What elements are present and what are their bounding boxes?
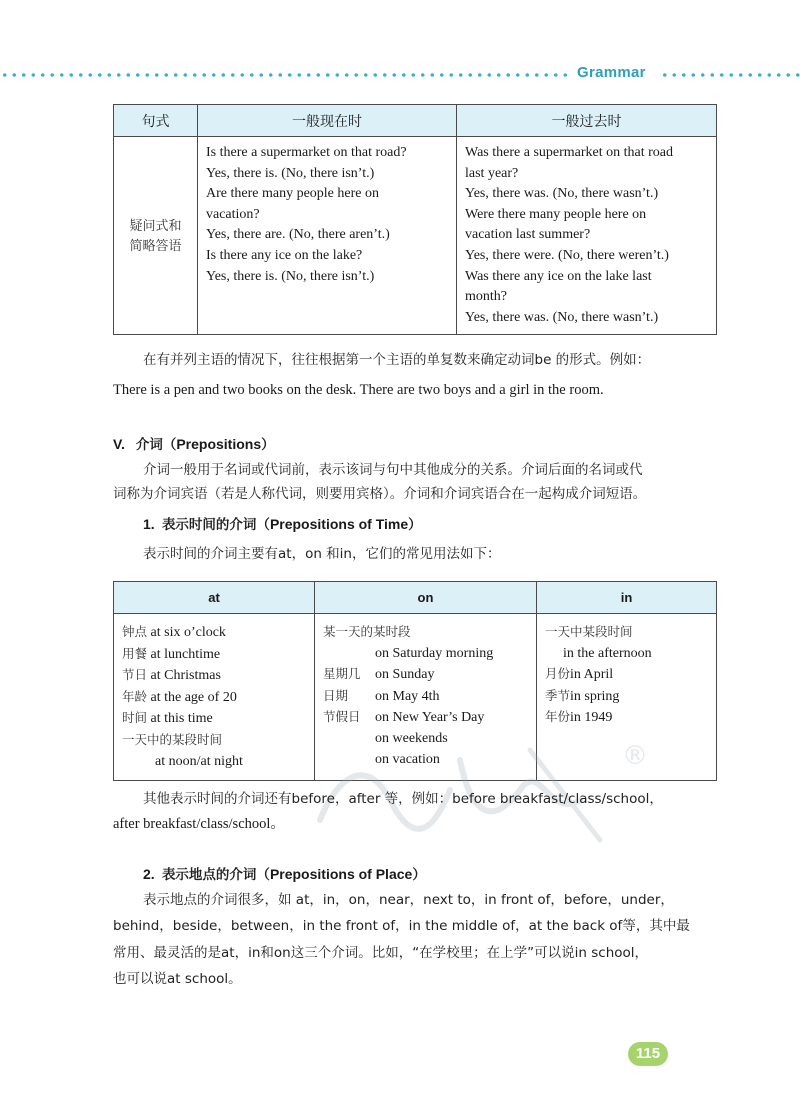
- list-item: 节日 at Christmas: [122, 667, 221, 684]
- sentence: Were there many people here on: [465, 206, 647, 222]
- place-prepositions-text: 表示地点的介词很多，如 at，in，on，near，next to，in front of，before，under，: [143, 892, 674, 908]
- list-item: on vacation: [375, 751, 440, 767]
- other-time-prepositions: 其他表示时间的介词还有before，after 等，例如：before breakfast/class/school，: [143, 791, 663, 807]
- sentence: Yes, there is. (No, there isn’t.): [206, 165, 375, 181]
- present-tense-cell: [198, 137, 457, 335]
- sentence: Is there a supermarket on that road?: [206, 145, 407, 160]
- header-cell: at: [114, 582, 315, 614]
- sentence: Yes, there are. (No, there aren’t.): [206, 227, 390, 243]
- sentence: vacation?: [206, 206, 260, 222]
- list-item: 一天中的某段时间: [122, 731, 223, 747]
- sentence: Is there any ice on the lake?: [206, 247, 363, 263]
- list-item: on weekends: [375, 730, 448, 746]
- other-time-prepositions-cont: after breakfast/class/school。: [113, 816, 285, 832]
- list-item: 节假日 on New Year’s Day: [323, 709, 485, 726]
- header-cell: 句式: [114, 105, 198, 137]
- header-dots-right: [660, 73, 800, 77]
- list-item: 时间 at this time: [122, 710, 213, 727]
- sentence: Yes, there were. (No, there weren’t.): [465, 247, 669, 263]
- list-item: 月份in April: [545, 666, 614, 683]
- page-header: [0, 64, 800, 88]
- header-cell: in: [537, 582, 717, 614]
- sentence: Was there any ice on the lake last: [465, 268, 652, 284]
- time-prepositions-intro: 表示时间的介词主要有at，on 和in，它们的常见用法如下：: [143, 546, 501, 562]
- at-usage-cell: [114, 614, 315, 781]
- sentence: last year?: [465, 165, 519, 181]
- intro-paragraph: 介词一般用于名词或代词前，表示该词与句中其他成分的关系。介词后面的名词或代: [143, 462, 643, 478]
- sentence: Are there many people here on: [206, 186, 379, 202]
- table-header-row: [114, 582, 717, 614]
- svg-text:®: ®: [622, 741, 648, 771]
- list-item: 年份in 1949: [545, 709, 613, 726]
- page-number-badge: 115: [628, 1042, 668, 1066]
- section-heading-prepositions: V. 介词（Prepositions）: [113, 436, 275, 453]
- sentence: month?: [465, 289, 507, 305]
- list-item: 日期 on May 4th: [323, 687, 440, 704]
- list-item: 钟点 at six o’clock: [122, 624, 226, 640]
- header-dots-left: [0, 73, 568, 77]
- list-item: at noon/at night: [155, 753, 243, 769]
- intro-paragraph-cont: 词称为介词宾语（若是人称代词，则要用宾格）。介词和介词宾语合在一起构成介词短语。: [113, 486, 647, 502]
- list-item: 用餐 at lunchtime: [122, 645, 221, 662]
- list-item: on Saturday morning: [375, 645, 494, 661]
- sentence: Yes, there was. (No, there wasn’t.): [465, 309, 659, 325]
- past-tense-cell: [457, 137, 717, 335]
- compound-subject-note: 在有并列主语的情况下，往往根据第一个主语的单复数来确定动词be 的形式。例如：: [143, 352, 651, 368]
- list-item: 星期几 on Sunday: [323, 666, 435, 683]
- header-cell: on: [315, 582, 537, 614]
- list-item: 季节in spring: [545, 687, 620, 704]
- place-prepositions-text-2: behind，beside，between，in the front of，in the middle of，at the back of等，其中最: [113, 918, 690, 934]
- compound-subject-example: There is a pen and two books on the desk. There are two boys and a girl in the room.: [113, 382, 604, 398]
- list-item: 年龄 at the age of 20: [122, 688, 237, 705]
- table-row: [114, 137, 717, 335]
- table-header-row: [114, 105, 717, 137]
- section-title: Grammar: [577, 64, 646, 81]
- list-item: 某一天的某时段: [323, 624, 411, 639]
- subheading-time: 1. 表示时间的介词（Prepositions of Time）: [143, 516, 422, 533]
- header-cell: 一般过去时: [457, 105, 717, 137]
- row-label: 疑问式和 简略答语: [114, 137, 198, 335]
- place-prepositions-text-4: 也可以说at school。: [113, 971, 242, 987]
- there-be-question-table: [113, 104, 717, 335]
- list-item: 一天中某段时间: [545, 624, 633, 639]
- sentence: Yes, there is. (No, there isn’t.): [206, 268, 375, 284]
- list-item: in the afternoon: [563, 645, 652, 661]
- sentence: vacation last summer?: [465, 227, 591, 243]
- subheading-place: 2. 表示地点的介词（Prepositions of Place）: [143, 866, 426, 883]
- sentence: Was there a supermarket on that road: [465, 145, 674, 160]
- place-prepositions-text-3: 常用、最灵活的是at，in和on这三个介词。比如，“在学校里；在上学”可以说in school，: [113, 945, 649, 961]
- header-cell: 一般现在时: [198, 105, 457, 137]
- sentence: Yes, there was. (No, there wasn’t.): [465, 186, 659, 202]
